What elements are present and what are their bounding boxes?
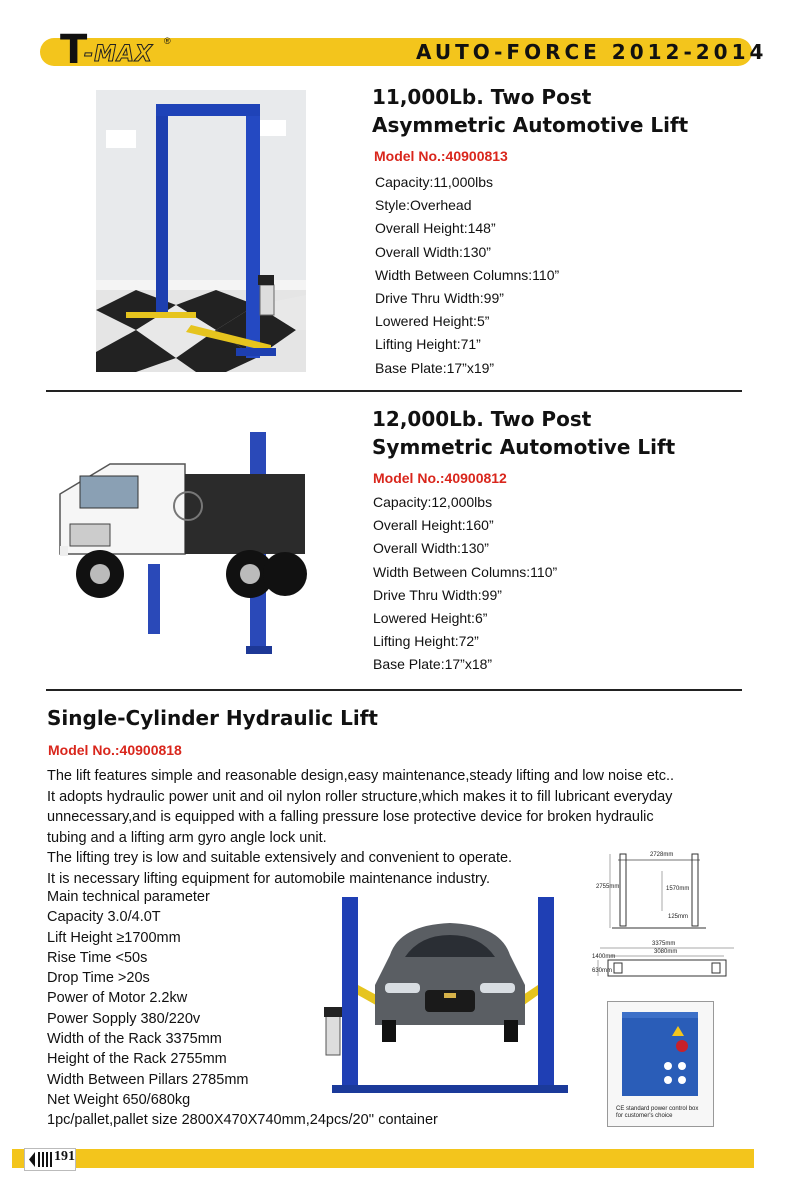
product-2-title <box>372 405 752 461</box>
section-divider <box>46 390 742 392</box>
section3-model: Model No.:40900818 <box>48 742 182 758</box>
spec-item: Drive Thru Width:99” <box>375 290 504 307</box>
param-item: Power Sopply 380/220v <box>47 1010 201 1027</box>
spec-item: Capacity:11,000lbs <box>375 174 494 190</box>
product-2-title-line1: 12,000Lb. Two Post <box>372 407 592 431</box>
control-box-caption <box>616 1106 711 1120</box>
description-line: It is necessary lifting equipment for automobile maintenance industry. <box>47 870 491 887</box>
param-item: Capacity 3.0/4.0T <box>47 909 161 926</box>
product-1-title-line1: 11,000Lb. Two Post <box>372 85 592 109</box>
param-item: Power of Motor 2.2kw <box>47 990 188 1007</box>
dim-label-plan-side2: 630mm <box>592 968 613 974</box>
page-number: 191 <box>54 1149 75 1164</box>
spec-item: Overall Height:148” <box>375 220 496 237</box>
spec-item: Width Between Columns:110” <box>373 563 558 580</box>
dim-label-inner: 1570mm <box>666 886 690 892</box>
param-item: Width Between Pillars 2785mm <box>47 1071 249 1088</box>
param-item: Height of the Rack 2755mm <box>47 1051 227 1068</box>
dim-label-plan-2: 3080mm <box>654 949 678 955</box>
spec-item: Lifting Height:72” <box>373 633 479 650</box>
product-1-title <box>372 83 752 139</box>
dim-label-plan-1: 3375mm <box>652 941 676 947</box>
description-line: The lifting trey is low and suitable extensively and convenient to operate. <box>47 850 513 867</box>
spec-item: Base Plate:17”x19” <box>375 359 495 376</box>
brand-logo <box>60 27 171 73</box>
product-1-title-line2: Asymmetric Automotive Lift <box>372 113 689 137</box>
spec-item: Capacity:12,000lbs <box>373 494 493 510</box>
spec-item: Overall Height:160” <box>373 517 494 534</box>
param-item: 1pc/pallet,pallet size 2800X470X740mm,24pcs/20'' container <box>47 1112 438 1129</box>
control-box-photo <box>607 1001 714 1127</box>
logo-max: -MAX <box>84 42 154 67</box>
spec-item: Style:Overhead <box>375 197 472 214</box>
caption-line: CE standard power control box <box>616 1106 699 1112</box>
spec-item: Drive Thru Width:99” <box>373 586 502 603</box>
logo-t: T <box>60 27 88 73</box>
description-line: The lift features simple and reasonable design,easy maintenance,steady lifting and low noise etc.. <box>47 768 675 784</box>
param-item: Drop Time >20s <box>47 970 150 987</box>
footer-bar <box>12 1149 754 1168</box>
hydraulic-lift-car-photo <box>320 895 580 1105</box>
product-1-model: Model No.:40900813 <box>374 148 508 164</box>
dim-label-bottom-inner: 125mm <box>668 914 689 920</box>
section-divider <box>46 689 742 691</box>
description-line: unnecessary,and is equipped with a falling pressure lose protective device for broken hydraulic <box>47 809 654 826</box>
param-item: Lift Height ≥1700mm <box>47 929 181 946</box>
param-heading: Main technical parameter <box>47 889 210 905</box>
technical-drawing <box>592 846 742 982</box>
param-item: Width of the Rack 3375mm <box>47 1031 222 1048</box>
dim-label-plan-side: 1400mm <box>592 954 616 960</box>
spec-item: Lifting Height:71” <box>375 336 481 353</box>
logo-registered: ® <box>164 36 171 46</box>
spec-item: Lowered Height:6” <box>373 610 488 627</box>
catalog-title: AUTO-FORCE 2012-2014 <box>416 40 768 64</box>
dim-label-top: 2728mm <box>650 852 674 858</box>
caption-line: for customer's choice <box>616 1113 673 1119</box>
product-2-specs <box>373 491 557 677</box>
spec-item: Base Plate:17”x18” <box>373 656 493 673</box>
description-line: tubing and a lifting arm gyro angle lock unit. <box>47 829 327 846</box>
spec-item: Overall Width:130” <box>373 540 489 557</box>
spec-item: Overall Width:130” <box>375 243 491 260</box>
param-item: Net Weight 650/680kg <box>47 1091 191 1108</box>
symmetric-lift-truck-photo <box>50 424 315 664</box>
product-2-model: Model No.:40900812 <box>373 470 507 486</box>
spec-item: Width Between Columns:110” <box>375 266 560 283</box>
section3-title: Single-Cylinder Hydraulic Lift <box>47 706 378 730</box>
asymmetric-lift-photo <box>96 90 306 372</box>
param-item: Rise Time <50s <box>47 949 148 966</box>
product-1-specs <box>375 171 559 380</box>
product-2-title-line2: Symmetric Automotive Lift <box>372 435 676 459</box>
spec-item: Lowered Height:5” <box>375 313 490 330</box>
description-line: It adopts hydraulic power unit and oil nylon roller structure,which makes it to fill lubricant everyday <box>47 788 673 805</box>
dim-label-side: 2755mm <box>596 884 620 890</box>
